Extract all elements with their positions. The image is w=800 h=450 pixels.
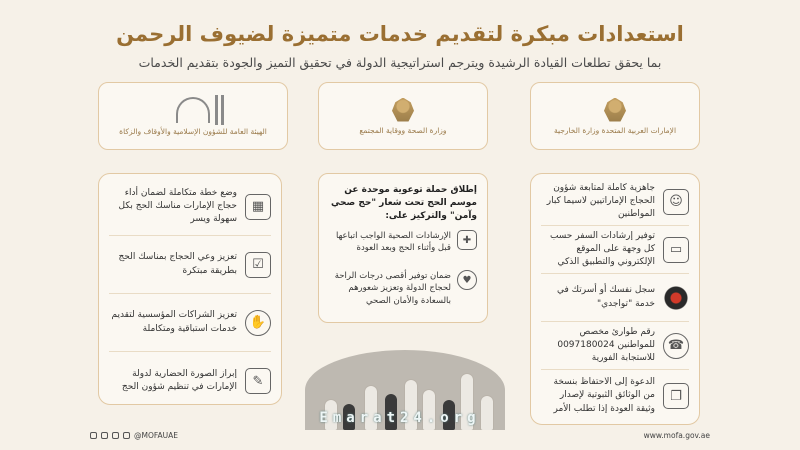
- list-item: [109, 178, 271, 236]
- list-item-text: الدعوة إلى الاحتفاظ بنسخة من الوثائق الثبوتية لإصدار وثيقة العودة إذا تطلب الأمر: [553, 377, 655, 414]
- page-title: استعدادات مبكرة لتقديم خدمات متميزة لضيوف الرحمن: [116, 22, 684, 46]
- list-item-text: الإرشادات الصحية الواجب اتباعها قبل وأثناء الحج وبعد العودة: [336, 231, 451, 254]
- phone-icon: ☎: [663, 333, 689, 359]
- entity-awqaf: [98, 82, 288, 150]
- watermark: Emarat24.org: [319, 410, 481, 426]
- kaaba-icon: ▦: [245, 194, 271, 220]
- list-item: [329, 230, 477, 255]
- list-item-text: توفير إرشادات السفر حسب كل وجهة على الموقع الإلكتروني والتطبيق الذكي: [549, 230, 655, 268]
- list-item: [109, 352, 271, 410]
- facebook-icon[interactable]: [101, 432, 108, 439]
- health-guide-icon: ✚: [457, 230, 477, 250]
- entity-label-health: وزارة الصحة ووقاية المجتمع: [359, 125, 447, 135]
- person-desk-icon: ☺: [663, 189, 689, 215]
- social-handles: [90, 431, 178, 440]
- x-icon[interactable]: [112, 432, 119, 439]
- entity-health: [318, 82, 488, 150]
- list-item: [541, 274, 689, 322]
- list-item: [541, 322, 689, 370]
- list-item-text: إبراز الصورة الحضارية لدولة الإمارات في تنظيم شؤون الحج: [121, 368, 237, 392]
- instagram-icon[interactable]: [90, 432, 97, 439]
- left-panel: [98, 173, 282, 405]
- handshake-icon: ✋: [245, 310, 271, 336]
- checklist-icon: ☑: [245, 252, 271, 278]
- list-item: [541, 226, 689, 274]
- list-item: [109, 236, 271, 294]
- uae-emblem-icon: [604, 98, 626, 122]
- list-item-text: رقم طوارئ مخصص للمواطنين 0097180024 للاستجابة الفورية: [557, 326, 655, 364]
- list-item: [109, 294, 271, 352]
- list-item-text: تعزيز وعي الحجاج بمناسك الحج بطريقة مبتكرة: [118, 252, 237, 276]
- list-item-text: وضع خطة متكاملة لضمان أداء حجاج الإمارات مناسك الحج بكل سهولة ويسر: [118, 187, 237, 225]
- list-item-text: تعزيز الشراكات المؤسسية لتقديم خدمات استباقية ومتكاملة: [111, 310, 237, 334]
- uae-emblem-icon: [392, 98, 414, 122]
- youtube-icon[interactable]: [123, 432, 130, 439]
- social-handle: @MOFAUAE: [134, 431, 178, 440]
- devices-icon: ▭: [663, 237, 689, 263]
- care-hands-icon: ♥: [457, 270, 477, 290]
- documents-icon: ❐: [663, 383, 689, 409]
- website-link[interactable]: www.mofa.gov.ae: [643, 431, 710, 440]
- tawajudi-badge-icon: [663, 285, 689, 311]
- mosque-dome-icon: [176, 97, 210, 123]
- list-item-text: سجل نفسك أو أسرتك في خدمة "تواجدي": [556, 285, 655, 309]
- campaign-heading: إطلاق حملة توعوية موحدة عن موسم الحج تحت شعار "حج صحي وآمن" والتركيز على:: [330, 185, 477, 222]
- entity-label-mofa: الإمارات العربية المتحدة وزارة الخارجية: [553, 125, 677, 135]
- entity-label-awqaf: الهيئة العامة للشؤون الإسلامية والأوقاف والزكاة: [119, 126, 267, 136]
- list-item: [541, 178, 689, 226]
- right-panel: [530, 173, 700, 425]
- entity-mofa: [530, 82, 700, 150]
- certificate-icon: ✎: [245, 368, 271, 394]
- list-item-text: جاهزية كاملة لمتابعة شؤون الحجاج الإماراتيين لاسيما كبار المواطنين: [546, 182, 655, 220]
- page-subtitle: بما يحقق تطلعات القيادة الرشيدة ويترجم استراتيجية الدولة في تحقيق التميز والجودة بتقديم الخدمات: [138, 55, 662, 70]
- list-item-text: ضمان توفير أقصى درجات الراحة لحجاج الدولة وتعزيز شعورهم بالسعادة والأمان الصحي: [334, 271, 451, 306]
